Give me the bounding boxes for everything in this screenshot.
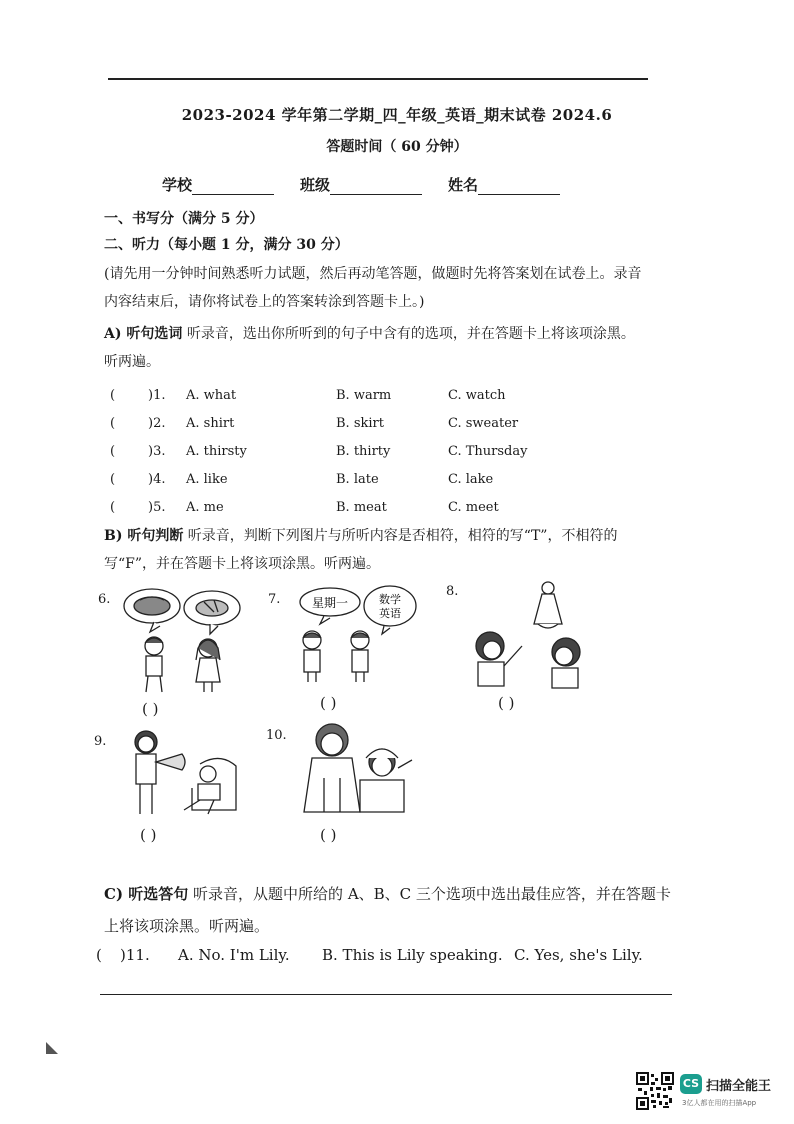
question-number: )5. <box>148 500 166 515</box>
bubble-text-math: 数学 <box>379 593 401 606</box>
field-class-blank[interactable] <box>330 180 422 195</box>
answer-paren[interactable]: ( ) <box>142 700 159 718</box>
boy-figure-icon <box>552 638 580 688</box>
option-c: C. meet <box>448 500 499 515</box>
option-c: C. Thursday <box>448 444 528 459</box>
page-corner-mark-icon <box>46 1042 60 1056</box>
question-row <box>96 946 656 968</box>
question-number: )3. <box>148 444 166 459</box>
part-b-text: 听录音，判断下列图片与所听内容是否相符，相符的写“T”，不相符的写“F”，并在答题卡上将该项涂黑。听两遍。 <box>104 528 618 572</box>
answer-paren[interactable]: ( <box>110 388 116 403</box>
question-number: )1. <box>148 388 166 403</box>
bubble-text-monday: 星期一 <box>311 596 349 610</box>
girl-with-fan-icon <box>135 731 185 814</box>
field-class-label: 班级 <box>300 176 331 194</box>
option-a: A. thirsty <box>186 444 247 459</box>
qr-code-icon <box>636 1072 674 1110</box>
answer-paren[interactable]: ( ) <box>140 826 157 844</box>
footer-brand: 扫描全能王 <box>706 1079 772 1094</box>
option-b: B. This is Lily speaking. <box>322 946 503 964</box>
field-school-label: 学校 <box>162 176 193 194</box>
part-c-instructions <box>104 878 684 942</box>
mother-figure-icon <box>304 724 360 812</box>
option-b: B. meat <box>336 500 387 515</box>
boy-figure-icon <box>145 637 163 692</box>
part-a-heading: A) 听句选词 <box>104 326 183 342</box>
part-a-instructions <box>104 320 644 376</box>
picture-number: 10. <box>266 728 287 743</box>
top-rule <box>108 78 648 80</box>
option-b: B. late <box>336 472 379 487</box>
part-c-heading: C) 听选答句 <box>104 885 189 903</box>
field-name-label: 姓名 <box>448 176 479 194</box>
bubble-text-english: 英语 <box>379 607 401 620</box>
exam-title: 2023-2024 学年第二学期_四_年级_英语_期末试卷 2024.6 <box>181 106 613 124</box>
field-school-blank[interactable] <box>192 180 274 195</box>
answer-paren[interactable]: ( ) <box>320 694 337 712</box>
picture-8-illustration <box>470 580 600 690</box>
dress-icon <box>534 582 562 628</box>
scanner-logo-text: CS <box>682 1077 700 1090</box>
option-a: A. like <box>186 472 228 487</box>
option-b: B. warm <box>336 388 392 403</box>
field-name-blank[interactable] <box>478 180 560 195</box>
option-c: C. watch <box>448 388 506 403</box>
answer-paren[interactable]: ( <box>96 946 102 964</box>
field-name <box>448 174 560 195</box>
option-c: C. lake <box>448 472 494 487</box>
section-writing: 一、书写分（满分 5 分） <box>104 211 264 227</box>
option-b: B. skirt <box>336 416 384 431</box>
question-number: )11. <box>120 946 150 964</box>
answer-paren[interactable]: ( ) <box>498 694 515 712</box>
picture-10-illustration <box>294 722 424 814</box>
answer-paren[interactable]: ( ) <box>320 826 337 844</box>
part-c-text: 听录音，从题中所给的 A、B、C 三个选项中选出最佳应答，并在答题卡上将该项涂黑。听两遍。 <box>104 885 671 935</box>
picture-9-illustration <box>124 728 244 820</box>
field-school <box>162 174 274 195</box>
scanner-logo-badge <box>680 1074 702 1094</box>
answer-time: 答题时间（ 60 分钟） <box>326 139 468 155</box>
picture-number: 7. <box>268 592 281 607</box>
girl-pointing-icon <box>476 632 522 686</box>
question-number: )2. <box>148 416 166 431</box>
answer-paren[interactable]: ( <box>110 444 116 459</box>
option-a: A. No. I'm Lily. <box>178 946 290 964</box>
question-number: )4. <box>148 472 166 487</box>
footer-tagline: 3亿人都在用的扫描App <box>682 1099 757 1107</box>
bottom-rule <box>100 994 672 995</box>
picture-number: 6. <box>98 592 111 607</box>
option-a: A. shirt <box>186 416 235 431</box>
armchair-icon <box>184 758 236 814</box>
picture-number: 9. <box>94 734 107 749</box>
picture-7-illustration <box>290 584 420 684</box>
option-c: C. sweater <box>448 416 519 431</box>
field-class <box>300 174 422 195</box>
option-c: C. Yes, she's Lily. <box>514 946 643 964</box>
part-b-heading: B) 听句判断 <box>104 528 184 544</box>
part-a-text: 听录音，选出你所听到的句子中含有的选项，并在答题卡上将该项涂黑。听两遍。 <box>104 326 635 370</box>
listening-instructions: (请先用一分钟时间熟悉听力试题，然后再动笔答题，做题时先将答案划在试卷上。录音内容结束后，请你将试卷上的答案转涂到答题卡上。) <box>104 266 642 310</box>
girl-sick-icon <box>360 749 412 812</box>
option-a: A. what <box>186 388 237 403</box>
food-bubble-right-icon <box>184 591 240 634</box>
two-boys-icon <box>303 631 369 682</box>
picture-number: 8. <box>446 584 459 599</box>
picture-6-illustration <box>118 586 246 696</box>
food-bubble-left-icon <box>124 589 180 632</box>
answer-paren[interactable]: ( <box>110 500 116 515</box>
answer-paren[interactable]: ( <box>110 472 116 487</box>
option-a: A. me <box>186 500 224 515</box>
option-b: B. thirty <box>336 444 391 459</box>
part-b-instructions <box>104 522 644 578</box>
section-listening: 二、听力（每小题 1 分，满分 30 分） <box>104 237 349 253</box>
girl-figure-icon <box>196 639 220 692</box>
answer-paren[interactable]: ( <box>110 416 116 431</box>
